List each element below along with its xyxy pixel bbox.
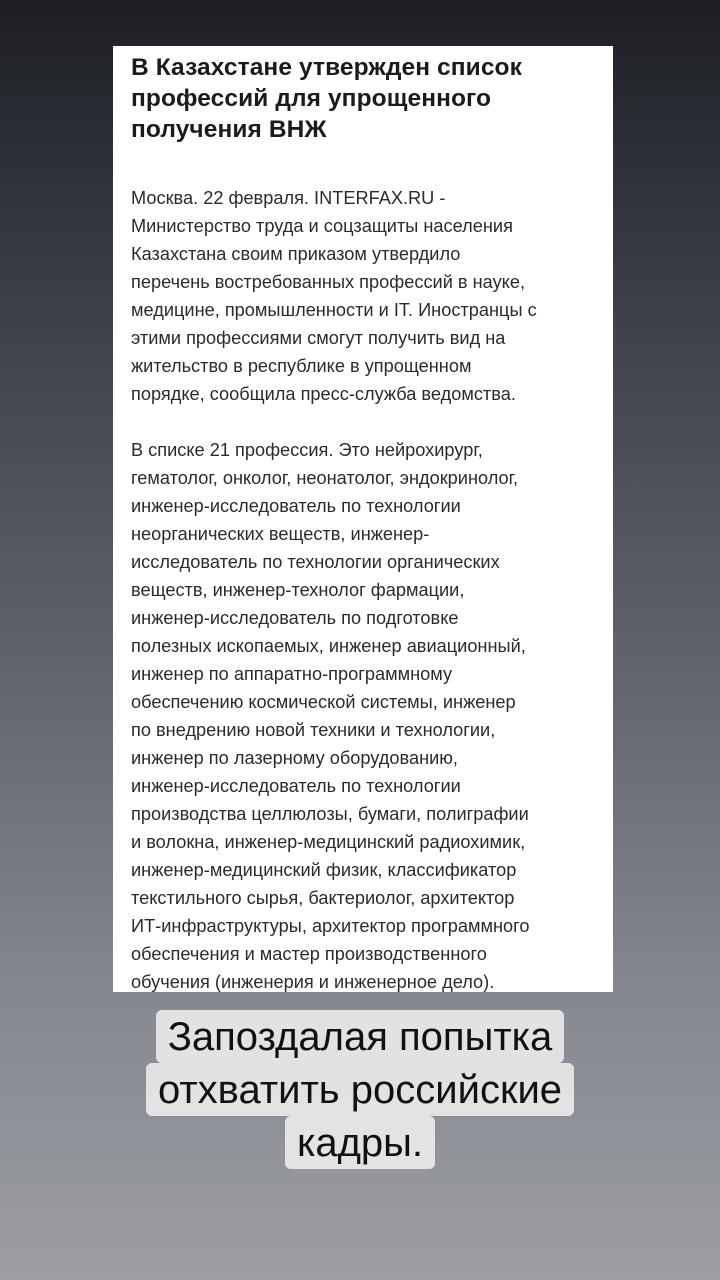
article-paragraph-2: В списке 21 профессия. Это нейрохирург, гематолог, онколог, неонатолог, эндокринолог, инженер-исследователь по технологии неорганических веществ, инженер- исследователь по технологии органических веществ, инженер-технолог фармации, инженер-исследователь по подготовке полезных ископаемых, инженер авиационный, инженер по аппаратно-программному обеспечению космической системы, инженер по внедрению новой техники и технологии, инженер по лазерному оборудованию, инженер-исследователь по технологии производства целлюлозы, бумаги, полиграфии и волокна, инженер-медицинский радиохимик, инженер-медицинский физик, классификатор текстильного сырья, бактериолог, архитектор ИТ-инфраструктуры, архитектор программного обеспечения и мастер производственного обучения (инженерия и инженерное дело). (131, 440, 530, 992)
caption-line-2: отхватить российские (146, 1063, 574, 1116)
story-caption (0, 1010, 720, 1169)
article-paragraph-1: Москва. 22 февраля. INTERFAX.RU - Министерство труда и соцзащиты населения Казахстана своим приказом утвердило перечень востребованных профессий в науке, медицине, промышленности и IT. Иностранцы с этими профессиями смогут получить вид на жительство в республике в упрощенном порядке, сообщила пресс-служба ведомства. (131, 188, 537, 404)
article-headline: В Казахстане утвержден список профессий для упрощенного получения ВНЖ (131, 54, 522, 143)
caption-line-1: Запоздалая попытка (156, 1010, 565, 1063)
news-article-screenshot (113, 46, 613, 992)
caption-line-3: кадры. (285, 1116, 435, 1169)
